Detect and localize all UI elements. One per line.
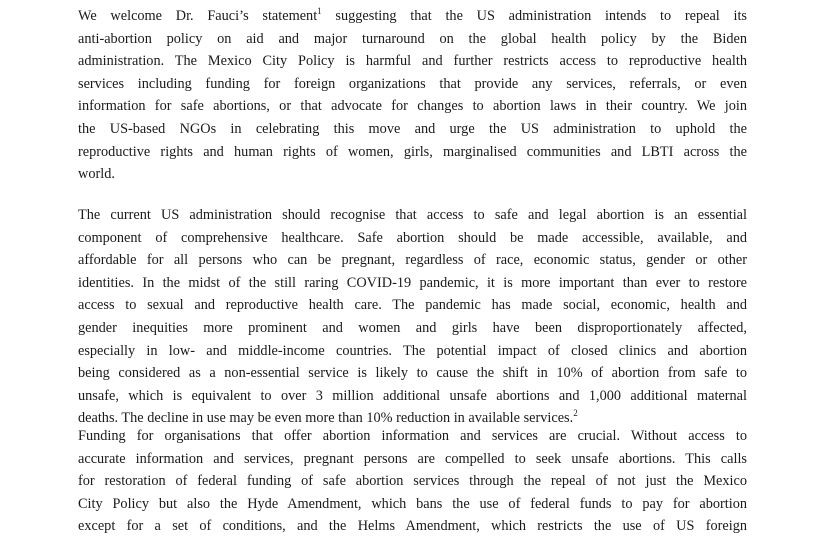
text-line: accurate information and services, pregnant persons are compelled to seek unsafe abortions. This calls xyxy=(78,450,747,467)
text-line: administration. The Mexico City Policy is harmful and further restricts access to reproductive health xyxy=(78,53,747,70)
text-line: The current US administration should recognise that access to safe and legal abortion is an essential xyxy=(78,207,747,223)
text-line: especially in low- and middle-income countries. The potential impact of closed clinics and abortion xyxy=(78,342,747,359)
text-line: identities. In the midst of the still raring COVID-19 pandemic, it is more important than ever to restore xyxy=(78,274,747,291)
text-line: reproductive rights and human rights of women, girls, marginalised communities and LBTI across the xyxy=(78,143,747,160)
text-line: services including funding for foreign organizations that provide any services, referrals, or even xyxy=(78,75,747,92)
text-line: We welcome Dr. Fauci’s statement$^1$ suggesting that the US administration intends to repeal its xyxy=(78,6,747,24)
text-line: for restoration of federal funding of safe abortion services through the repeal of not just the Mexico xyxy=(78,473,747,490)
text-line: Funding for organisations that offer abortion information and services are crucial. Without access to xyxy=(78,428,747,444)
text-line: component of comprehensive healthcare. Safe abortion should be made accessible, available, and xyxy=(78,229,747,246)
text-line: being considered as a non-essential service is likely to cause the shift in 10% of abortion from safe to xyxy=(78,365,747,382)
paragraph-funding-organisations xyxy=(78,425,747,538)
footnote-ref-2[interactable]: 2 xyxy=(573,408,578,419)
text-line: information for safe abortions, or that advocate for changes to abortion laws in their country. We join xyxy=(78,98,747,115)
text-line: access to sexual and reproductive health care. The pandemic has made social, economic, health and xyxy=(78,297,747,314)
text-line: except for a set of conditions, and the Helms Amendment, which restricts the use of US foreign xyxy=(78,518,747,535)
text-line: anti-abortion policy on aid and major turnaround on the global health policy by the Biden xyxy=(78,30,747,47)
paragraph-safe-abortion-access xyxy=(78,204,747,430)
text-line: the US-based NGOs in celebrating this move and urge the US administration to uphold the xyxy=(78,120,747,137)
text-line: gender inequities more prominent and women and girls have been disproportionately affected, xyxy=(78,319,747,336)
text-line: deaths. The decline in use may be even more than 10% reduction in available services.$^2$ xyxy=(78,408,578,427)
text-line: unsafe, which is equivalent to over 3 million additional unsafe abortions and 1,000 additional maternal xyxy=(78,387,747,404)
text-line: affordable for all persons who can be pregnant, regardless of race, economic status, gender or other xyxy=(78,252,747,269)
paragraph-fauci-statement xyxy=(78,5,747,186)
footnote-ref-1[interactable]: 1 xyxy=(317,6,322,17)
text-line: world. xyxy=(78,166,115,183)
text-line: City Policy but also the Hyde Amendment, which bans the use of federal funds to pay for abortion xyxy=(78,495,747,512)
